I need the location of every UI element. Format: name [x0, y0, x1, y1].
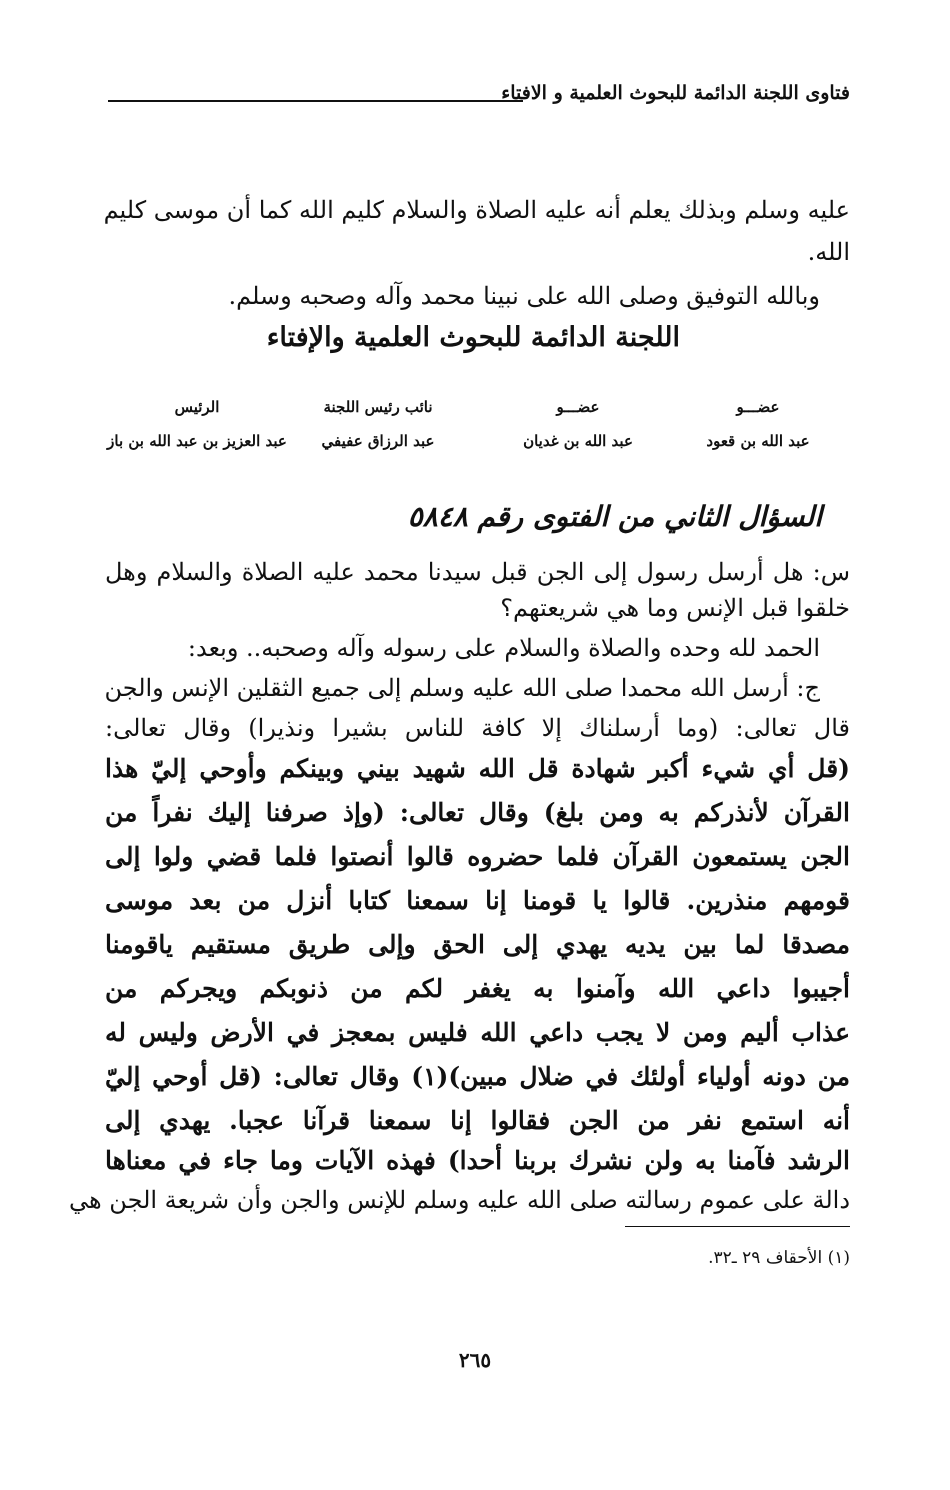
signatory-name: عبد الله بن غديان [523, 432, 633, 450]
answer-line: القرآن لأنذركم به ومن بلغ) وقال تعالى: (وإذ صرفنا إليك نفراً من [105, 798, 850, 827]
closing-line: وبالله التوفيق وصلى الله على نبينا محمد وآله وصحبه وسلم. [228, 282, 820, 310]
footnote: (١) الأحقاف ٢٩ ـ٣٢. [708, 1248, 850, 1268]
praise-line: الحمد لله وحده والصلاة والسلام على رسوله وآله وصحبه.. وبعد: [187, 634, 820, 662]
answer-line: ج: أرسل الله محمدا صلى الله عليه وسلم إلى جميع الثقلين الإنس والجن [104, 674, 820, 702]
signatory-role: نائب رئيس اللجنة [323, 398, 433, 416]
intro-line-2: الله. [807, 238, 850, 266]
committee-title: اللجنة الدائمة للبحوث العلمية والإفتاء [266, 322, 680, 353]
answer-line: قومهم منذرين. قالوا يا قومنا إنا سمعنا كتابا أنزل من بعد موسى [105, 886, 850, 915]
signatory-role: عضـــو [556, 398, 600, 416]
answer-line: مصدقا لما بين يديه يهدي إلى الحق وإلى طريق مستقيم ياقومنا [105, 930, 850, 959]
signatory-chairman [82, 398, 312, 450]
header-rule [108, 100, 523, 102]
question-line-2: خلقوا قبل الإنس وما هي شريعتهم؟ [500, 594, 850, 622]
answer-line: دالة على عموم رسالته صلى الله عليه وسلم للإنس والجن وأن شريعة الجن هي [69, 1186, 850, 1214]
answer-line: (قل أي شيء أكبر شهادة قل الله شهيد بيني وبينكم وأوحي إليّ هذا [105, 754, 850, 783]
fatwa-heading: السؤال الثاني من الفتوى رقم ٥٨٤٨ [407, 500, 822, 533]
answer-line: عذاب أليم ومن لا يجب داعي الله فليس بمعجز في الأرض وليس له [105, 1018, 850, 1047]
signatory-role: الرئيس [174, 398, 220, 416]
page-number: ٢٦٥ [458, 1348, 492, 1372]
answer-line: الجن يستمعون القرآن فلما حضروه قالوا أنصتوا فلما قضي ولوا إلى [105, 842, 850, 871]
signatory-name: عبد الله بن قعود [706, 432, 810, 450]
answer-line: قال تعالى: (وما أرسلناك إلا كافة للناس بشيرا ونذيرا) وقال تعالى: [105, 714, 850, 742]
signatory-member-2 [468, 398, 688, 450]
answer-line: أجيبوا داعي الله وآمنوا به يغفر لكم من ذنوبكم ويجركم من [105, 974, 850, 1003]
signatory-name: عبد الرزاق عفيفي [321, 432, 435, 450]
question-line-1: س: هل أرسل رسول إلى الجن قبل سيدنا محمد عليه الصلاة والسلام وهل [105, 558, 850, 586]
signatory-role: عضـــو [736, 398, 780, 416]
answer-line: من دونه أولياء أولئك في ضلال مبين)(١) وقال تعالى: (قل أوحي إليّ [105, 1062, 850, 1091]
answer-line: الرشد فآمنا به ولن نشرك بربنا أحدا) فهذه الآيات وما جاء في معناها [105, 1146, 850, 1175]
footnote-rule [625, 1226, 850, 1227]
signatory-name: عبد العزيز بن عبد الله بن باز [107, 432, 287, 450]
intro-line-1: عليه وسلم وبذلك يعلم أنه عليه الصلاة والسلام كليم الله كما أن موسى كليم [103, 196, 850, 224]
answer-line: أنه استمع نفر من الجن فقالوا إنا سمعنا قرآنا عجبا. يهدي إلى [105, 1106, 850, 1135]
running-header: فتاوى اللجنة الدائمة للبحوث العلمية و الافتاء [501, 82, 850, 104]
